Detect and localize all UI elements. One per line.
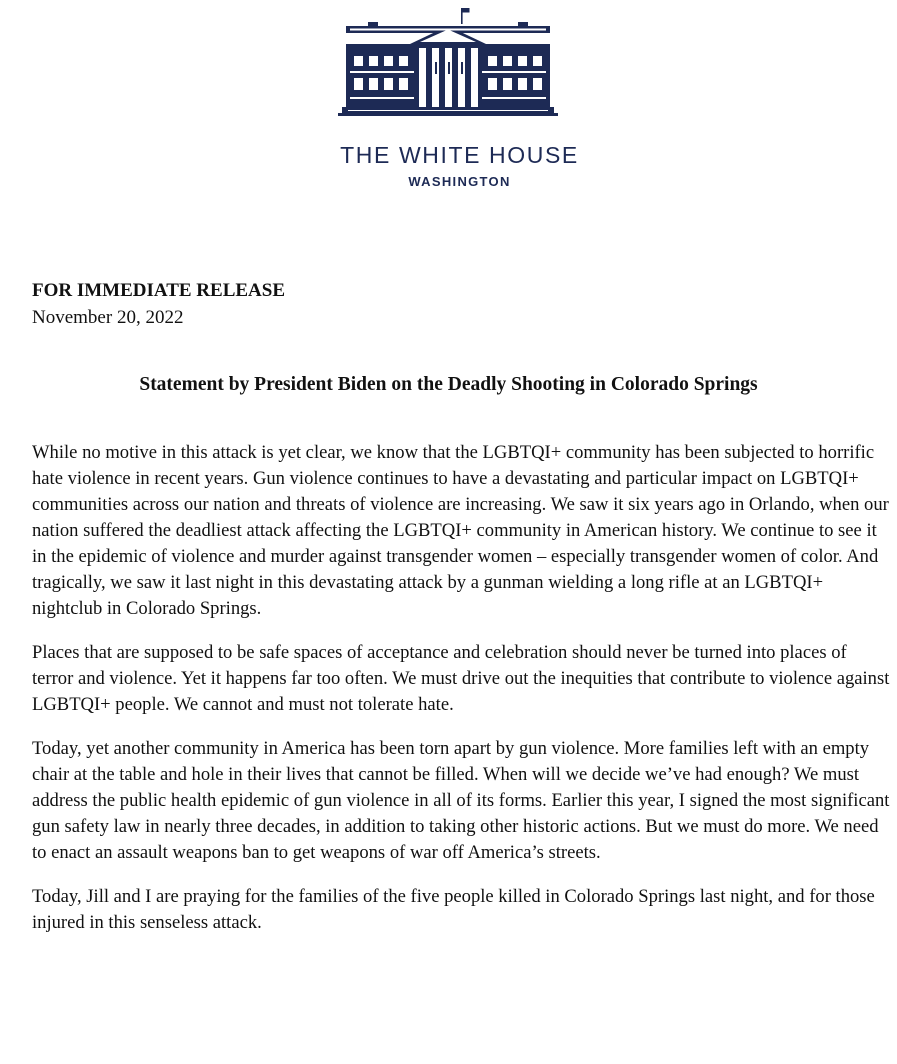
body-paragraph: Today, Jill and I are praying for the families of the five people killed in Colorado Springs last night, and for those injured in this senseless attack. (32, 886, 875, 933)
white-house-logo (338, 4, 558, 136)
statement-headline: Statement by President Biden on the Deadly Shooting in Colorado Springs (139, 374, 758, 395)
release-label: FOR IMMEDIATE RELEASE (32, 280, 286, 301)
letterhead-title: THE WHITE HOUSE (340, 142, 579, 168)
body-paragraph: While no motive in this attack is yet clear, we know that the LGBTQI+ community has been subjected to horrific hate violence in recent years. Gun violence continues to have a devastating and particular impact on LGBTQI+ communities across our nation and threats of violence are increasing. We saw it six years ago in Orlando, when our nation suffered the deadliest attack affecting the LGBTQI+ community in American history. We continue to see it in the epidemic of violence and murder against transgender women – especially transgender women of color. And tragically, we saw it last night in this devastating attack by a gunman wielding a long rifle at an LGBTQI+ nightclub in Colorado Springs. (32, 442, 889, 619)
body-paragraph: Today, yet another community in America has been torn apart by gun violence. More families left with an empty chair at the table and hole in their lives that cannot be filled. When will we decide we’ve had enough? We must address the public health epidemic of gun violence in all of its forms. Earlier this year, I signed the most significant gun safety law in nearly three decades, in addition to taking other historic actions. But we must do more. We need to enact an assault weapons ban to get weapons of war off America’s streets. (32, 738, 890, 863)
letterhead-subtitle: WASHINGTON (408, 174, 511, 189)
body-paragraph: Places that are supposed to be safe spaces of acceptance and celebration should never be turned into places of terror and violence. Yet it happens far too often. We must drive out the inequities that contribute to violence against LGBTQI+ people. We cannot and must not tolerate hate. (32, 642, 890, 715)
release-date: November 20, 2022 (32, 307, 184, 328)
statement-body (32, 440, 892, 954)
